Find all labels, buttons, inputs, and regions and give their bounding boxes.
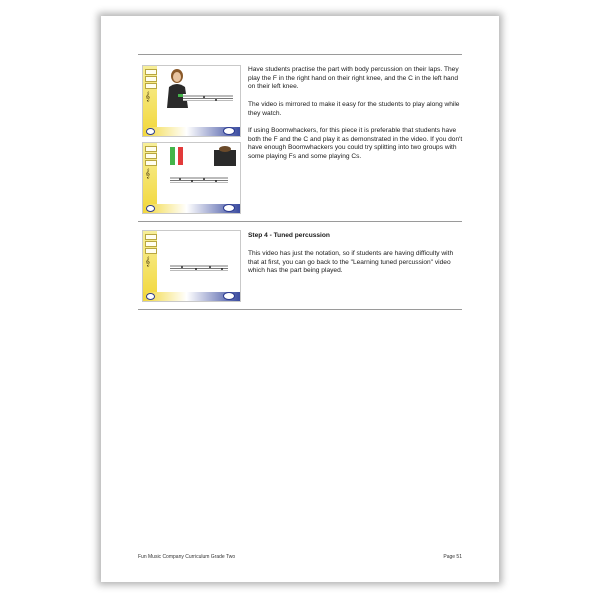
video-thumbnail-tuned-percussion[interactable] [142,230,241,302]
music-note [191,180,193,182]
music-note [203,178,205,180]
music-note [179,178,181,180]
sidebar-button [145,153,157,159]
sidebar-button [145,160,157,166]
section-divider-bottom [138,309,462,310]
music-note [195,268,197,270]
company-logo-icon [146,293,155,300]
treble-clef-icon: 𝄞 [145,257,151,267]
music-note [181,266,183,268]
video-thumbnail-boomwhackers[interactable] [142,142,241,214]
company-logo-icon [223,127,235,135]
music-note [215,99,217,101]
music-note [209,266,211,268]
document-page [101,16,499,582]
footer-page-number: Page 51 [443,554,462,560]
footer-title: Fun Music Company Curriculum Grade Two [138,554,236,560]
paragraph-body-percussion: Have students practise the part with body percussion on their laps. They play the F in the right hand on their right knee, and the C in the left hand on their left knee. [248,66,459,91]
sidebar-button [145,69,157,75]
step-4-heading: Step 4 - Tuned percussion [248,232,330,239]
section-divider-middle [138,221,462,222]
music-note [221,268,223,270]
music-note [203,96,205,98]
video-thumbnail-body-percussion[interactable] [142,65,241,137]
thumbnail-footer-bar [143,292,240,301]
thumbnail-sidebar [143,66,157,136]
company-logo-icon [146,205,155,212]
company-logo-icon [146,128,155,135]
treble-clef-icon: 𝄞 [145,92,151,102]
company-logo-icon [223,204,235,212]
sidebar-button [145,146,157,152]
sidebar-button [145,83,157,89]
music-staff [183,94,233,101]
step-4-body: This video has just the notation, so if students are having difficulty with that at first, you can go back to the "Learning tuned percussion" video which has the part being played. [248,250,454,275]
presenter-figure-icon [163,68,193,110]
thumbnail-sidebar [143,231,157,301]
thumbnail-footer-bar [143,127,240,136]
treble-clef-icon: 𝄞 [145,169,151,179]
paragraph-boomwhackers: If using Boomwhackers, for this piece it is preferable that students have both the F and the C and play it as demonstrated in the video. If you don't have enough Boomwhackers you could try splitting into two groups with some playing Fs and some playing Cs. [248,127,463,160]
sidebar-button [145,241,157,247]
music-staff [170,264,228,271]
thumbnail-sidebar [143,143,157,213]
sidebar-button [145,234,157,240]
section-divider-top [138,54,462,55]
sidebar-button [145,76,157,82]
company-logo-icon [223,292,235,300]
thumbnail-footer-bar [143,204,240,213]
sidebar-button [145,248,157,254]
boomwhacker-tubes-icon [168,146,238,168]
music-note [215,180,217,182]
paragraph-mirrored-video: The video is mirrored to make it easy for the students to play along while they watch. [248,101,460,117]
